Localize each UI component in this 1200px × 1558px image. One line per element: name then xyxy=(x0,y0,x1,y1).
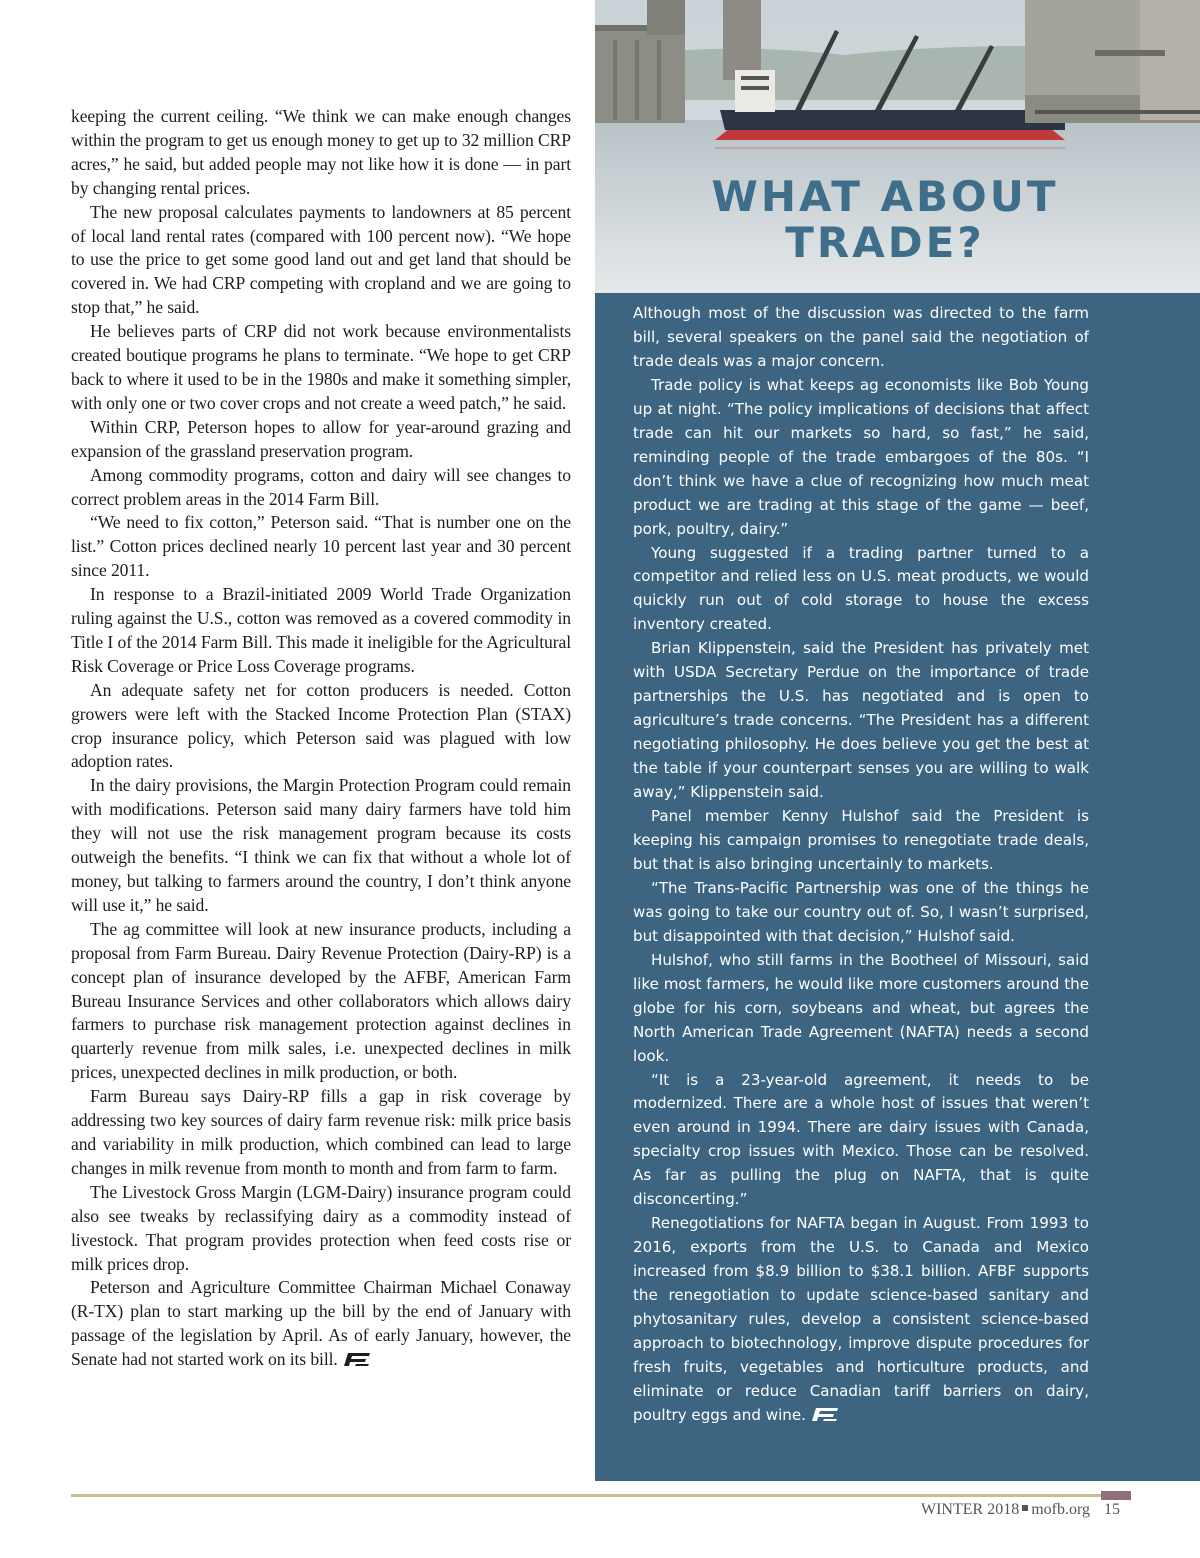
sidebar-title xyxy=(595,174,1175,266)
footer-issue: WINTER 2018 xyxy=(920,1501,1020,1518)
sidebar-paragraph: Panel member Kenny Hulshof said the President is keeping his campaign promises to renegotiate trade deals, but that is also bringing uncertainly to markets. xyxy=(633,807,1089,873)
footer-site-link[interactable]: mofb.org xyxy=(1031,1501,1090,1518)
article-paragraph: The ag committee will look at new insurance products, including a proposal from Farm Bureau. Dairy Revenue Protection (Dairy-RP) is a concept plan of insurance developed by the AFBF, American Farm Bureau Insurance Services and other collaborators which allows dairy farmers to purchase risk management protection against declines in quarterly revenue from milk sales, i.e. unexpected declines in milk prices, unexpected declines in milk production, or both. xyxy=(71,918,571,1083)
sidebar-paragraph: Hulshof, who still farms in the Bootheel of Missouri, said like most farmers, he would like more customers around the globe for his corn, soybeans and wheat, but agrees the North American Trade Agreement (NAFTA) needs a second look. xyxy=(633,950,1089,1065)
sidebar-paragraph: Young suggested if a trading partner turned to a competitor and relied less on U.S. meat products, we would quickly run out of cold storage to house the excess inventory created. xyxy=(633,543,1089,634)
sidebar-paragraph: “The Trans-Pacific Partnership was one of the things he was going to take our country out of. So, I wasn’t surprised, but disappointed with that decision,” Hulshof said. xyxy=(633,878,1089,945)
article-paragraph: An adequate safety net for cotton producers is needed. Cotton growers were left with the Stacked Income Protection Plan (STAX) crop insurance policy, which Peterson said was plagued with low adoption rates. xyxy=(71,679,571,772)
article-paragraph: He believes parts of CRP did not work because environmentalists created boutique programs he plans to terminate. “We hope to get CRP back to where it used to be in the 1980s and make it something simpler, with only one or two cover crops and not create a weed patch,” he said. xyxy=(71,321,571,413)
article-paragraph-last xyxy=(71,1276,571,1372)
sidebar-paragraph: Trade policy is what keeps ag economists like Bob Young up at night. “The policy implications of decisions that affect trade can hit our markets so hard, so fast,” he said, reminding people of the trade embargoes of the 80s. “I don’t think we have a clue of recognizing how much meat product we are trading at this stage of the game — beef, pork, poultry, dairy.” xyxy=(633,375,1089,538)
sidebar-last-text: Renegotiations for NAFTA began in August. From 1993 to 2016, exports from the U.S. to Canada and Mexico increased from $8.9 billion to $38.1 billion. AFBF supports the renegotiation to update science-based sanitary and phytosanitary rules, develop a consistent science-based approach to biotechnology, improve dispute procedures for fresh fruits, vegetables and horticulture products, and eliminate or reduce Canadian tariff barriers on dairy, poultry eggs and wine. xyxy=(633,1214,1089,1424)
article-paragraph: “We need to fix cotton,” Peterson said. “That is number one on the list.” Cotton prices declined nearly 10 percent last year and 30 percent since 2011. xyxy=(71,512,571,581)
article-paragraph: In response to a Brazil-initiated 2009 World Trade Organization ruling against the U.S., cotton was removed as a covered commodity in Title I of the 2014 Farm Bill. This made it ineligible for the Agricultural Risk Coverage or Price Loss Coverage programs. xyxy=(71,584,571,676)
page-number: 15 xyxy=(1104,1501,1120,1518)
sidebar-text xyxy=(633,302,1089,1428)
article-paragraph: Farm Bureau says Dairy-RP fills a gap in risk coverage by addressing two key sources of dairy farm revenue risk: milk price basis and variability in milk production, which combined can lead to large changes in milk revenue from month to month and from farm to farm. xyxy=(71,1086,571,1178)
farm-bureau-end-mark-icon xyxy=(342,1352,372,1367)
sidebar-title-line1: WHAT ABOUT xyxy=(711,172,1059,221)
sidebar-paragraph-last xyxy=(633,1212,1089,1428)
sidebar-title-line2: TRADE? xyxy=(785,218,985,267)
footer-accent-tab xyxy=(1101,1491,1131,1500)
cargo-ship-photo xyxy=(595,0,1200,293)
sidebar-paragraph: “It is a 23-year-old agreement, it needs to be modernized. There are a whole host of issues that weren’t even around in 1994. There are dairy issues with Canada, specialty crop issues with Mexico. Those can be resolved. As far as pulling the plug on NAFTA, that is quite disconcerting.” xyxy=(633,1070,1089,1209)
sidebar-body xyxy=(595,293,1200,1481)
article-paragraph: The new proposal calculates payments to landowners at 85 percent of local land rental rates (compared with 100 percent now). “We hope to use the price to get some good land out and get land that should be covered in. We had CRP competing with cropland and we are going to stop that,” he said. xyxy=(71,201,571,318)
article-paragraph: keeping the current ceiling. “We think we can make enough changes within the program to get us enough money to get up to 32 million CRP acres,” he said, but added people may not like how it is done — in part by changing rental prices. xyxy=(71,106,571,198)
trade-sidebar xyxy=(595,0,1200,1481)
footer-rule xyxy=(71,1494,1101,1497)
sidebar-paragraph: Although most of the discussion was directed to the farm bill, several speakers on the panel said the negotiation of trade deals was a major concern. xyxy=(633,304,1089,370)
farm-bureau-end-mark-icon xyxy=(810,1407,840,1422)
article-paragraph: Within CRP, Peterson hopes to allow for year-around grazing and expansion of the grassland preservation program. xyxy=(71,416,571,461)
square-bullet-icon xyxy=(1022,1505,1028,1511)
page-footer xyxy=(921,1501,1120,1519)
article-paragraph: In the dairy provisions, the Margin Protection Program could remain with modifications. Peterson said many dairy farmers have told him they will not use the risk management program because its costs outweigh the benefits. “I think we can fix that without a whole lot of money, but talking to farmers around the country, I don’t think anyone will use it,” he said. xyxy=(71,775,571,915)
sidebar-paragraph: Brian Klippenstein, said the President has privately met with USDA Secretary Perdue on the importance of trade partnerships the U.S. has negotiated and is open to agriculture’s trade concerns. “The President has a different negotiating philosophy. He does believe you get the best at the table if your counterpart senses you are willing to walk away,” Klippenstein said. xyxy=(633,639,1089,802)
article-last-text: Peterson and Agriculture Committee Chairman Michael Conaway (R-TX) plan to start marking up the bill by the end of January with passage of the legislation by April. As of early January, however, the Senate had not started work on its bill. xyxy=(71,1277,571,1370)
article-paragraph: Among commodity programs, cotton and dairy will see changes to correct problem areas in the 2014 Farm Bill. xyxy=(71,464,571,509)
article-paragraph: The Livestock Gross Margin (LGM-Dairy) insurance program could also see tweaks by reclassifying dairy as a commodity instead of livestock. That program provides protection when feed costs rise or milk prices drop. xyxy=(71,1181,571,1274)
article-column xyxy=(71,105,571,1372)
